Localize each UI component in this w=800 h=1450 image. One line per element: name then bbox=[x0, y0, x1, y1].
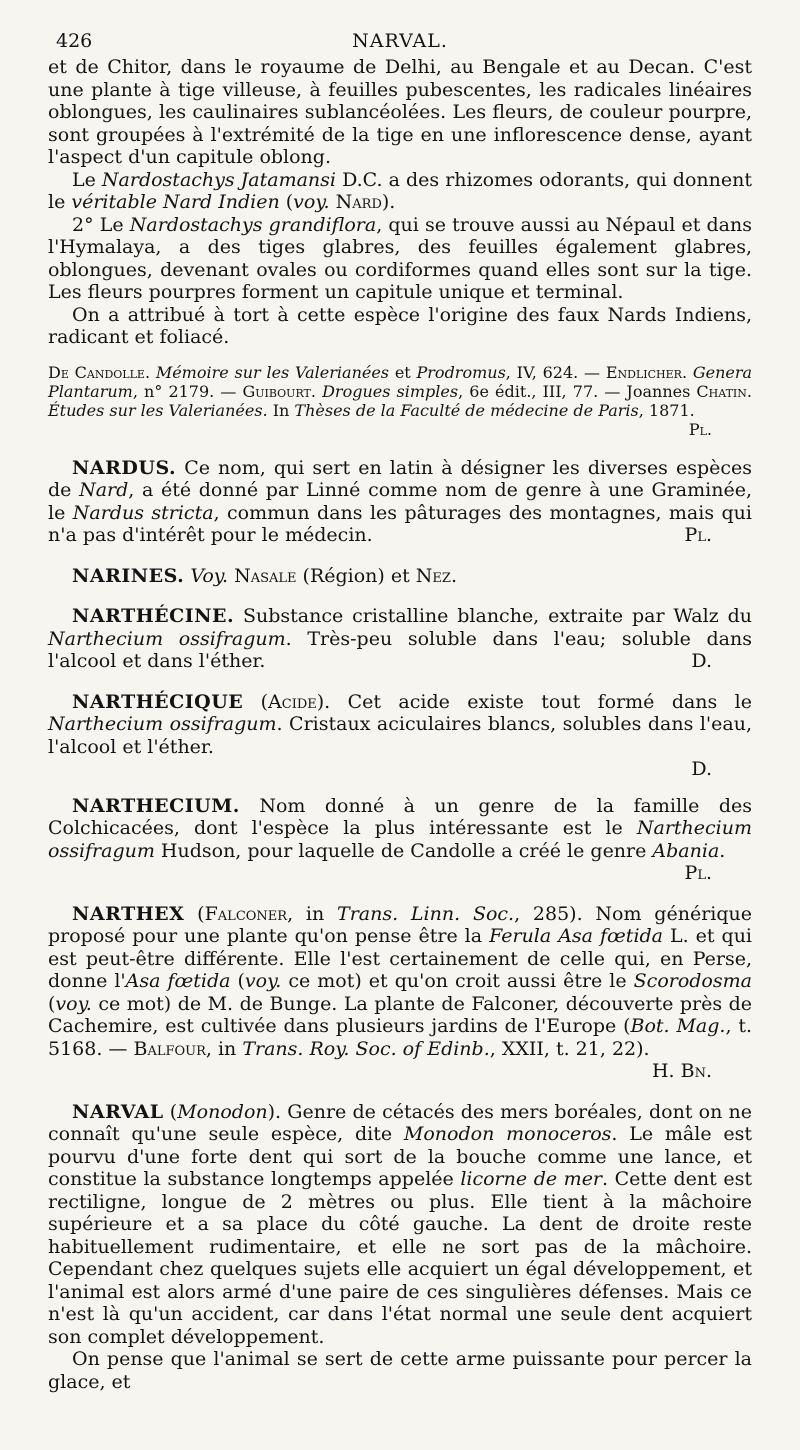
entry-narthecine: NARTHÉCINE. Substance cristalline blanche, extraite par Walz du Narthecium ossifragum. Très-peu soluble dans l'eau; soluble dans l'alcool et dans l'éther. D. bbox=[48, 605, 752, 672]
headword: NARDUS. bbox=[72, 456, 177, 479]
entry-narthecique: NARTHÉCIQUE (Acide). Cet acide existe tout formé dans le Narthecium ossifragum. Cristaux aciculaires blancs, solubles dans l'eau, l'alcool et l'éther. D. bbox=[48, 690, 752, 780]
entry-narines: NARINES. Voy. Nasale (Région) et Nez. bbox=[72, 564, 457, 587]
entry-narval: NARVAL (Monodon). Genre de cétacés des mers boréales, dont on ne connaît qu'une seule espèce, dite Monodon monoceros. Le mâle est pourvu d'une forte dent qui sort de la bouche comme une lance, et constitue la substance longtemps appelée licorne de mer. Cette dent est rectiligne, longue de 2 mètres ou plus. Elle tient à la mâchoire supérieure et a sa place du côté gauche. La dent de droite reste habituellement rudimentaire, et elle ne sort pas de la mâchoire. Cependant chez quelques sujets elle acquiert un égal développement, et l'animal est alors armé d'une paire de ces singulières défenses. Mais ce n'est là qu'un accident, car dans l'état normal une seule dent acquiert son complet développement. On pense que l'animal se sert de cette arme puissante pour percer la glace, et bbox=[48, 1100, 753, 1393]
entry-narthex: NARTHEX (Falconer, in Trans. Linn. Soc., 285). Nom générique proposé pour une plante qu'on pense être la Ferula Asa fœtida L. et qui est peut-être différente. Elle l'est certainement de celle qui, en Perse, donne l'Asa fœtida (voy. ce mot) et qu'on croit aussi être le Scorodosma (voy. ce mot) de M. de Bunge. La plante de Falconer, découverte près de Cachemire, est cultivée dans plusieurs jardins de l'Europe (Bot. Mag., t. 5168. — Balfour, in Trans. Roy. Soc. of Edinb., XXII, t. 21, 22). H. Bn. bbox=[48, 902, 753, 1082]
intro-paragraph-3: 2° Le Nardostachys grandiflora, qui se trouve aussi au Népaul et dans l'Hymalaya, a des tiges glabres, des feuilles également glabres, oblongues, devenant ovales ou cordiformes quand elles sont sur la tige. Les fleurs pourpres forment un capitule unique et terminal. bbox=[48, 213, 752, 303]
signature: Pl. bbox=[684, 862, 712, 884]
intro-paragraph-4: On a attribué à tort à cette espèce l'origine des faux Nards Indiens, radicant et foliacé. bbox=[48, 303, 752, 348]
bibliography: De Candolle. Mémoire sur les Valerianées et Prodromus, IV, 624. — Endlicher. Genera Plantarum, n° 2179. — Guibourt. Drogues simples, 6e édit., III, 77. — Joannes Chatin. Études sur les Valerianées. In Thèses de la Faculté de médecine de Paris, 1871. Pl. bbox=[48, 362, 753, 439]
headword: NARINES. bbox=[72, 564, 185, 587]
headword: NARTHEX bbox=[72, 902, 185, 925]
intro-section bbox=[48, 56, 752, 349]
headword: NARTHECIUM. bbox=[72, 794, 240, 817]
signature: Pl. bbox=[684, 524, 712, 546]
narval-paragraph-2: On pense que l'animal se sert de cette arme puissante pour percer la glace, et bbox=[48, 1348, 752, 1393]
intro-paragraph-1: et de Chitor, dans le royaume de Delhi, au Bengale et au Decan. C'est une plante à tige villeuse, à feuilles pubescentes, les radicales linéaires oblongues, les caulinaires sublancéolées. Les fleurs, de couleur pourpre, sont groupées à l'extrémité de la tige en une inflorescence dense, ayant l'aspect d'un capitule oblong. bbox=[48, 56, 752, 168]
signature: D. bbox=[691, 650, 712, 672]
bibliography-signature: Pl. bbox=[688, 419, 712, 439]
entry-narthecium: NARTHECIUM. Nom donné à un genre de la famille des Colchicacées, dont l'espèce la plus intéressante est le Narthecium ossifragum Hudson, pour laquelle de Candolle a créé le genre Abania. Pl. bbox=[48, 794, 752, 884]
signature: D. bbox=[691, 758, 712, 780]
signature: H. Bn. bbox=[651, 1060, 712, 1082]
running-title: NARVAL. bbox=[352, 30, 448, 52]
headword: NARVAL bbox=[72, 1100, 164, 1123]
intro-paragraph-2: Le Nardostachys Jatamansi D.C. a des rhizomes odorants, qui donnent le véritable Nard Indien (voy. Nard). bbox=[48, 168, 752, 213]
headword: NARTHÉCIQUE bbox=[72, 690, 244, 713]
entry-nardus: NARDUS. Ce nom, qui sert en latin à désigner les diverses espèces de Nard, a été donné par Linné comme nom de genre à une Graminée, le Nardus stricta, commun dans les pâturages des montagnes, mais qui n'a pas d'intérêt pour le médecin. Pl. bbox=[48, 456, 752, 546]
headword: NARTHÉCINE. bbox=[72, 605, 235, 627]
page-number: 426 bbox=[56, 30, 93, 52]
running-header bbox=[48, 30, 752, 54]
